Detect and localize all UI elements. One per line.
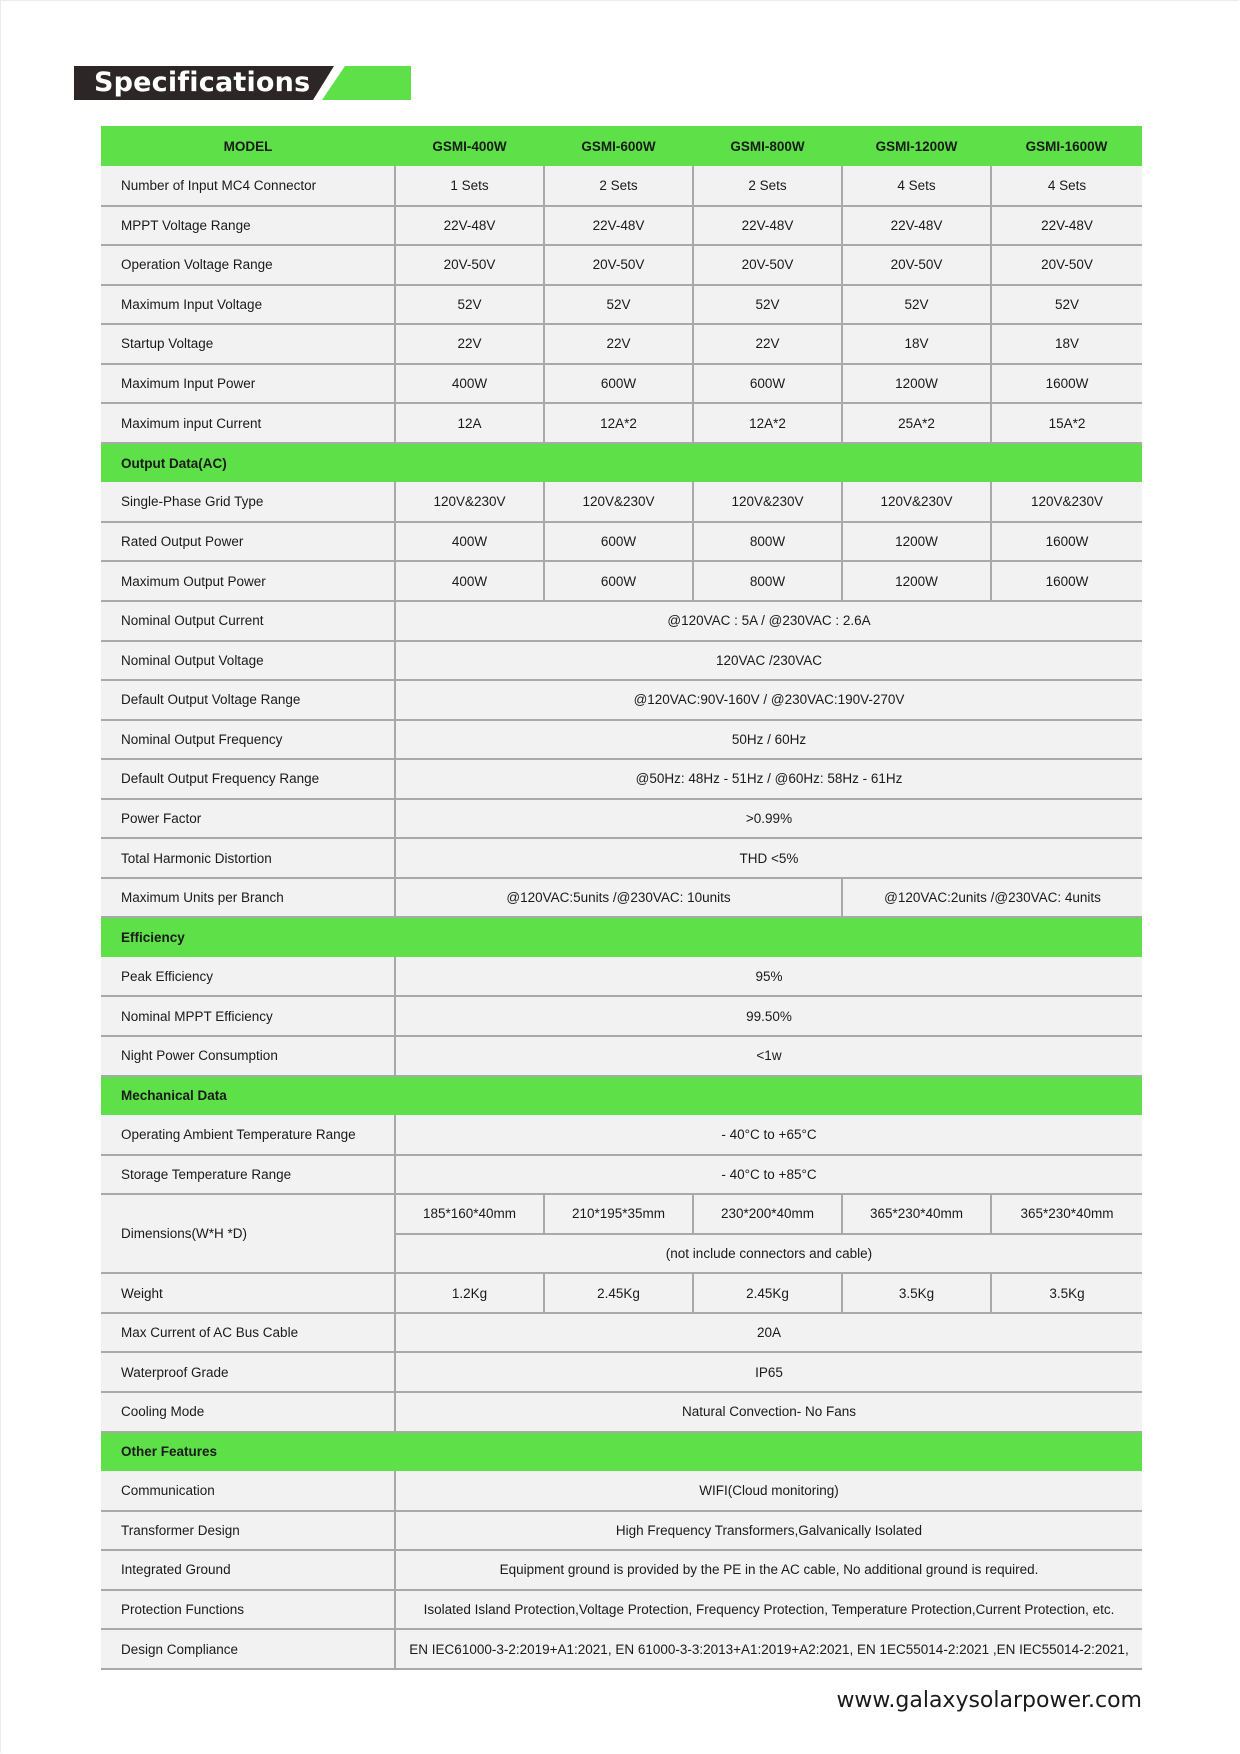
table-row xyxy=(101,601,1142,641)
cell-value: 600W xyxy=(693,364,842,404)
cell-value: 18V xyxy=(842,324,991,364)
page-title: Specifications xyxy=(94,67,311,98)
cell-value: 99.50% xyxy=(395,996,1142,1036)
table-row xyxy=(101,561,1142,601)
table-body xyxy=(101,166,1142,1669)
cell-value: 400W xyxy=(395,561,544,601)
table-row xyxy=(101,957,1142,997)
row-label: Default Output Frequency Range xyxy=(101,759,395,799)
row-label: Waterproof Grade xyxy=(101,1352,395,1392)
cell-value: 1600W xyxy=(991,522,1142,562)
cell-value: @120VAC : 5A / @230VAC : 2.6A xyxy=(395,601,1142,641)
cell-value: 12A*2 xyxy=(693,403,842,443)
cell-value: @120VAC:5units /@230VAC: 10units xyxy=(395,878,842,918)
row-label: Single-Phase Grid Type xyxy=(101,482,395,522)
cell-value: 120VAC /230VAC xyxy=(395,641,1142,681)
cell-value: - 40°C to +65°C xyxy=(395,1115,1142,1155)
specifications-table xyxy=(101,126,1142,1670)
cell-value: 22V-48V xyxy=(395,206,544,246)
cell-value: 25A*2 xyxy=(842,403,991,443)
cell-value: 2 Sets xyxy=(693,166,842,206)
table-row xyxy=(101,1352,1142,1392)
table-row xyxy=(101,799,1142,839)
row-label: Default Output Voltage Range xyxy=(101,680,395,720)
cell-value: 230*200*40mm xyxy=(693,1194,842,1234)
cell-value: 50Hz / 60Hz xyxy=(395,720,1142,760)
cell-value: EN IEC61000-3-2:2019+A1:2021, EN 61000-3-3:2013+A1:2019+A2:2021, EN 1EC55014-2:2021 ,EN IEC55014-2:2021, xyxy=(395,1629,1142,1669)
title-banner-green xyxy=(322,66,411,100)
row-label: MPPT Voltage Range xyxy=(101,206,395,246)
row-label: Protection Functions xyxy=(101,1590,395,1630)
cell-value: 12A xyxy=(395,403,544,443)
table-row xyxy=(101,482,1142,522)
cell-value: 52V xyxy=(544,285,693,325)
cell-value: Equipment ground is provided by the PE in the AC cable, No additional ground is required. xyxy=(395,1550,1142,1590)
table-row xyxy=(101,1471,1142,1511)
cell-value: 600W xyxy=(544,364,693,404)
row-label: Maximum Output Power xyxy=(101,561,395,601)
row-label: Cooling Mode xyxy=(101,1392,395,1432)
table-row xyxy=(101,641,1142,681)
table-row xyxy=(101,996,1142,1036)
section-title: Efficiency xyxy=(121,930,185,946)
cell-value: 3.5Kg xyxy=(991,1273,1142,1313)
cell-value: Natural Convection- No Fans xyxy=(395,1392,1142,1432)
row-label: Total Harmonic Distortion xyxy=(101,838,395,878)
cell-value: 400W xyxy=(395,364,544,404)
row-label: Maximum Input Power xyxy=(101,364,395,404)
table-row xyxy=(101,1273,1142,1313)
table-row xyxy=(101,1115,1142,1155)
header-model: GSMI-1200W xyxy=(875,138,958,154)
row-label: Nominal Output Voltage xyxy=(101,641,395,681)
row-label: Rated Output Power xyxy=(101,522,395,562)
section-title: Output Data(AC) xyxy=(121,455,227,471)
cell-value: 52V xyxy=(991,285,1142,325)
cell-value: 600W xyxy=(544,561,693,601)
table-row xyxy=(101,285,1142,325)
cell-value: 52V xyxy=(693,285,842,325)
cell-value: 3.5Kg xyxy=(842,1273,991,1313)
cell-value: 1200W xyxy=(842,561,991,601)
row-label: Operation Voltage Range xyxy=(101,245,395,285)
cell-value: High Frequency Transformers,Galvanically Isolated xyxy=(395,1511,1142,1551)
table-row xyxy=(101,1036,1142,1076)
cell-value: @120VAC:90V-160V / @230VAC:190V-270V xyxy=(395,680,1142,720)
cell-note: (not include connectors and cable) xyxy=(395,1234,1142,1274)
table-row xyxy=(101,1392,1142,1432)
header-model: GSMI-400W xyxy=(432,138,507,154)
cell-value: 2 Sets xyxy=(544,166,693,206)
cell-value: 4 Sets xyxy=(991,166,1142,206)
cell-value: 1200W xyxy=(842,364,991,404)
row-label: Design Compliance xyxy=(101,1629,395,1669)
cell-value: 365*230*40mm xyxy=(842,1194,991,1234)
cell-value: 20V-50V xyxy=(842,245,991,285)
table-row xyxy=(101,522,1142,562)
table-row xyxy=(101,206,1142,246)
row-label: Max Current of AC Bus Cable xyxy=(101,1313,395,1353)
cell-value: 22V xyxy=(395,324,544,364)
row-label: Nominal MPPT Efficiency xyxy=(101,996,395,1036)
section-title: Other Features xyxy=(121,1444,218,1460)
row-label: Startup Voltage xyxy=(101,324,395,364)
cell-value: 22V-48V xyxy=(842,206,991,246)
cell-value: 1.2Kg xyxy=(395,1273,544,1313)
row-label: Integrated Ground xyxy=(101,1550,395,1590)
cell-value: >0.99% xyxy=(395,799,1142,839)
row-label: Communication xyxy=(101,1471,395,1511)
cell-value: 18V xyxy=(991,324,1142,364)
header-model: GSMI-1600W xyxy=(1025,138,1108,154)
row-label: Nominal Output Current xyxy=(101,601,395,641)
section-header-row xyxy=(101,443,1142,483)
table-row xyxy=(101,245,1142,285)
header-model: GSMI-600W xyxy=(581,138,656,154)
cell-value: 2.45Kg xyxy=(693,1273,842,1313)
row-label: Night Power Consumption xyxy=(101,1036,395,1076)
cell-value: 22V xyxy=(693,324,842,364)
cell-value: 185*160*40mm xyxy=(395,1194,544,1234)
cell-value: 210*195*35mm xyxy=(544,1194,693,1234)
row-label: Number of Input MC4 Connector xyxy=(101,166,395,206)
footer-website: www.galaxysolarpower.com xyxy=(836,1688,1142,1713)
row-label: Nominal Output Frequency xyxy=(101,720,395,760)
cell-value: 20A xyxy=(395,1313,1142,1353)
cell-value: 22V-48V xyxy=(544,206,693,246)
table-row xyxy=(101,878,1142,918)
row-label: Storage Temperature Range xyxy=(101,1155,395,1195)
cell-value: - 40°C to +85°C xyxy=(395,1155,1142,1195)
table-row xyxy=(101,1194,1142,1234)
cell-value: 95% xyxy=(395,957,1142,997)
table-row xyxy=(101,680,1142,720)
cell-value: 20V-50V xyxy=(693,245,842,285)
cell-value: 120V&230V xyxy=(544,482,693,522)
cell-value: 1 Sets xyxy=(395,166,544,206)
cell-value: <1w xyxy=(395,1036,1142,1076)
row-label: Transformer Design xyxy=(101,1511,395,1551)
row-label: Dimensions(W*H *D) xyxy=(101,1194,395,1273)
table-row xyxy=(101,324,1142,364)
cell-value: 22V xyxy=(544,324,693,364)
table-row xyxy=(101,838,1142,878)
cell-value: @50Hz: 48Hz - 51Hz / @60Hz: 58Hz - 61Hz xyxy=(395,759,1142,799)
row-label: Maximum Units per Branch xyxy=(101,878,395,918)
table-row xyxy=(101,364,1142,404)
cell-value: 1600W xyxy=(991,561,1142,601)
section-header-row xyxy=(101,1076,1142,1116)
title-banner xyxy=(74,66,414,100)
cell-value: 20V-50V xyxy=(395,245,544,285)
table-row xyxy=(101,720,1142,760)
table-row xyxy=(101,166,1142,206)
cell-value: Isolated Island Protection,Voltage Protection, Frequency Protection, Temperature Protection,Current Protection, etc. xyxy=(395,1590,1142,1630)
cell-value: 15A*2 xyxy=(991,403,1142,443)
cell-value: 4 Sets xyxy=(842,166,991,206)
cell-value: 800W xyxy=(693,561,842,601)
cell-value: @120VAC:2units /@230VAC: 4units xyxy=(842,878,1142,918)
cell-value: THD <5% xyxy=(395,838,1142,878)
table-row xyxy=(101,1629,1142,1669)
cell-value: IP65 xyxy=(395,1352,1142,1392)
header-model: GSMI-800W xyxy=(730,138,805,154)
row-label: Maximum input Current xyxy=(101,403,395,443)
cell-value: 1200W xyxy=(842,522,991,562)
row-label: Maximum Input Voltage xyxy=(101,285,395,325)
table-row xyxy=(101,1550,1142,1590)
table-row xyxy=(101,1313,1142,1353)
section-header-row xyxy=(101,917,1142,957)
cell-value: 120V&230V xyxy=(842,482,991,522)
cell-value: 22V-48V xyxy=(991,206,1142,246)
cell-value: 52V xyxy=(842,285,991,325)
table-row xyxy=(101,759,1142,799)
row-label: Peak Efficiency xyxy=(101,957,395,997)
cell-value: 120V&230V xyxy=(693,482,842,522)
table-row xyxy=(101,1511,1142,1551)
section-header-row xyxy=(101,1432,1142,1472)
cell-value: 1600W xyxy=(991,364,1142,404)
cell-value: 800W xyxy=(693,522,842,562)
table-row xyxy=(101,1155,1142,1195)
cell-value: 20V-50V xyxy=(544,245,693,285)
cell-value: 20V-50V xyxy=(991,245,1142,285)
cell-value: 120V&230V xyxy=(395,482,544,522)
cell-value: 22V-48V xyxy=(693,206,842,246)
row-label: Weight xyxy=(101,1273,395,1313)
table-row xyxy=(101,403,1142,443)
cell-value: 120V&230V xyxy=(991,482,1142,522)
cell-value: 400W xyxy=(395,522,544,562)
cell-value: 2.45Kg xyxy=(544,1273,693,1313)
row-label: Operating Ambient Temperature Range xyxy=(101,1115,395,1155)
cell-value: WIFI(Cloud monitoring) xyxy=(395,1471,1142,1511)
section-title: Mechanical Data xyxy=(121,1088,227,1104)
header-model-label: MODEL xyxy=(223,138,273,154)
table-row xyxy=(101,1590,1142,1630)
row-label: Power Factor xyxy=(101,799,395,839)
cell-value: 600W xyxy=(544,522,693,562)
cell-value: 12A*2 xyxy=(544,403,693,443)
table-header-row xyxy=(101,126,1142,166)
cell-value: 365*230*40mm xyxy=(991,1194,1142,1234)
cell-value: 52V xyxy=(395,285,544,325)
